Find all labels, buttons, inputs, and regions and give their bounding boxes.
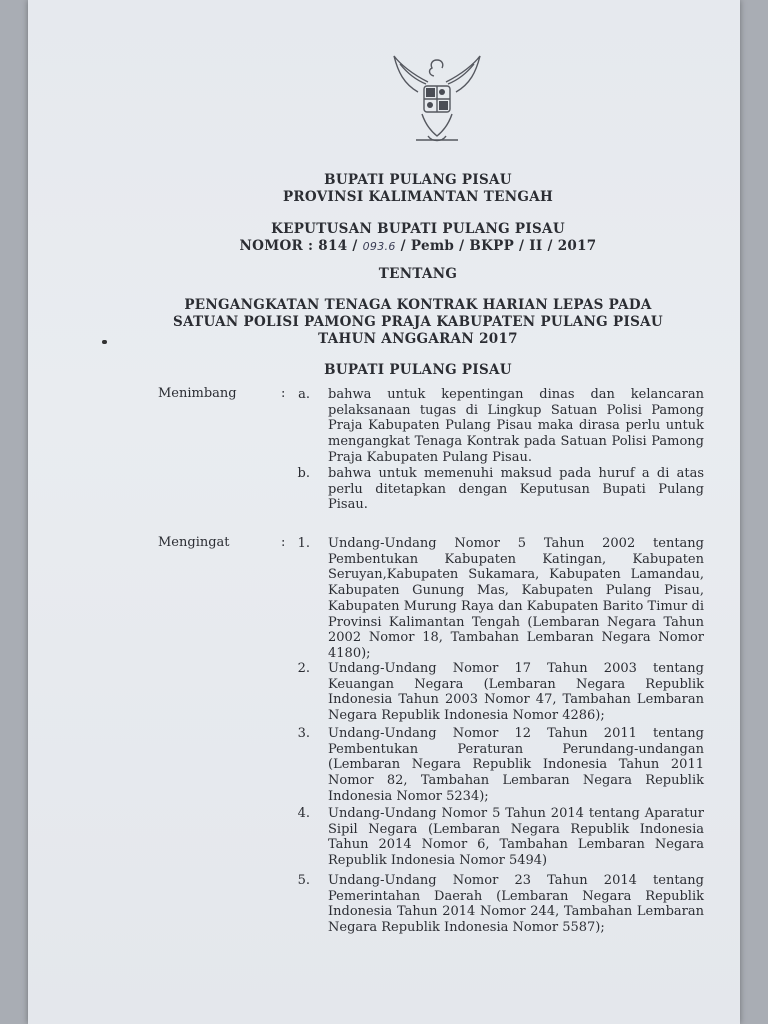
mengingat-marker-3: 3. — [297, 726, 310, 741]
mengingat-marker-5: 5. — [297, 873, 310, 888]
handwritten-number: 093.6 — [362, 240, 396, 253]
mengingat-item-5: Undang-Undang Nomor 23 Tahun 2014 tentang Pemerintahan Daerah (Lembaran Negara Republik Indonesia Tahun 2014 Nomor 244, Tambahan Lembaran Negara Republik Indonesia Nomor 5587); — [328, 873, 704, 936]
menimbang-colon: : — [281, 386, 286, 401]
decree-number-prefix: NOMOR : 814 / — [239, 238, 363, 254]
mengingat-item-1: Undang-Undang Nomor 5 Tahun 2002 tentang Pembentukan Kabupaten Katingan, Kabupaten Seruyan,Kabupaten Sukamara, Kabupaten Lamandau, Kabupaten Gunung Mas, Kabupaten Pulang Pisau, Kabupaten Murung Raya dan Kabupaten Barito Timur di Provinsi Kalimantan Tengah (Lembaran Negara Tahun 2002 Nomor 18, Tambahan Lembaran Negara Nomor 4180); — [328, 536, 704, 661]
heading-line-2: PROVINSI KALIMANTAN TENGAH — [282, 189, 554, 205]
mengingat-item-3: Undang-Undang Nomor 12 Tahun 2011 tentang Pembentukan Peraturan Perundang-undangan (Lembaran Negara Republik Indonesia Tahun 2011 Nomor 82, Tambahan Lembaran Negara Republik Indonesia Nomor 5234); — [328, 726, 704, 804]
mengingat-marker-4: 4. — [297, 806, 310, 821]
subject-line-2: SATUAN POLISI PAMONG PRAJA KABUPATEN PULANG PISAU — [173, 314, 663, 330]
decree-number — [128, 238, 708, 255]
menimbang-item-a: bahwa untuk kepentingan dinas dan kelancaran pelaksanaan tugas di Lingkup Satuan Polisi Pamong Praja Kabupaten Pulang Pisau maka dirasa perlu untuk mengangkat Tenaga Kontrak pada Satuan Polisi Pamong Praja Kabupaten Pulang Pisau. — [328, 387, 704, 465]
decree-number-suffix: / Pemb / BKPP / II / 2017 — [395, 238, 597, 254]
regent-heading — [128, 172, 708, 206]
decree-title: KEPUTUSAN BUPATI PULANG PISAU — [271, 221, 565, 237]
about-label: TENTANG — [378, 266, 458, 282]
subject-line-3: TAHUN ANGGARAN 2017 — [318, 331, 518, 347]
mengingat-item-4: Undang-Undang Nomor 5 Tahun 2014 tentang Aparatur Sipil Negara (Lembaran Negara Republik Indonesia Tahun 2014 Nomor 6, Tambahan Lembaran Negara Republik Indonesia Nomor 5494) — [328, 806, 704, 869]
heading-line-1: BUPATI PULANG PISAU — [324, 172, 512, 188]
decree-title-block — [128, 221, 708, 255]
mengingat-marker-1: 1. — [297, 536, 310, 551]
document-page — [28, 0, 740, 1024]
issuer-heading: BUPATI PULANG PISAU — [324, 362, 512, 378]
menimbang-marker-b: b. — [297, 466, 310, 481]
garuda-pancasila-emblem-icon — [388, 52, 486, 152]
ink-speck — [102, 340, 107, 344]
subject-line-1: PENGANGKATAN TENAGA KONTRAK HARIAN LEPAS PADA — [184, 297, 652, 313]
menimbang-label: Menimbang — [158, 386, 237, 401]
mengingat-colon: : — [281, 535, 286, 550]
menimbang-item-b: bahwa untuk memenuhi maksud pada huruf a di atas perlu ditetapkan dengan Keputusan Bupati Pulang Pisau. — [328, 466, 704, 513]
decree-subject — [128, 297, 708, 348]
mengingat-item-2: Undang-Undang Nomor 17 Tahun 2003 tentang Keuangan Negara (Lembaran Negara Republik Indonesia Tahun 2003 Nomor 47, Tambahan Lembaran Negara Republik Indonesia Nomor 4286); — [328, 661, 704, 724]
mengingat-marker-2: 2. — [297, 661, 310, 676]
menimbang-marker-a: a. — [298, 387, 310, 402]
mengingat-label: Mengingat — [158, 535, 230, 550]
